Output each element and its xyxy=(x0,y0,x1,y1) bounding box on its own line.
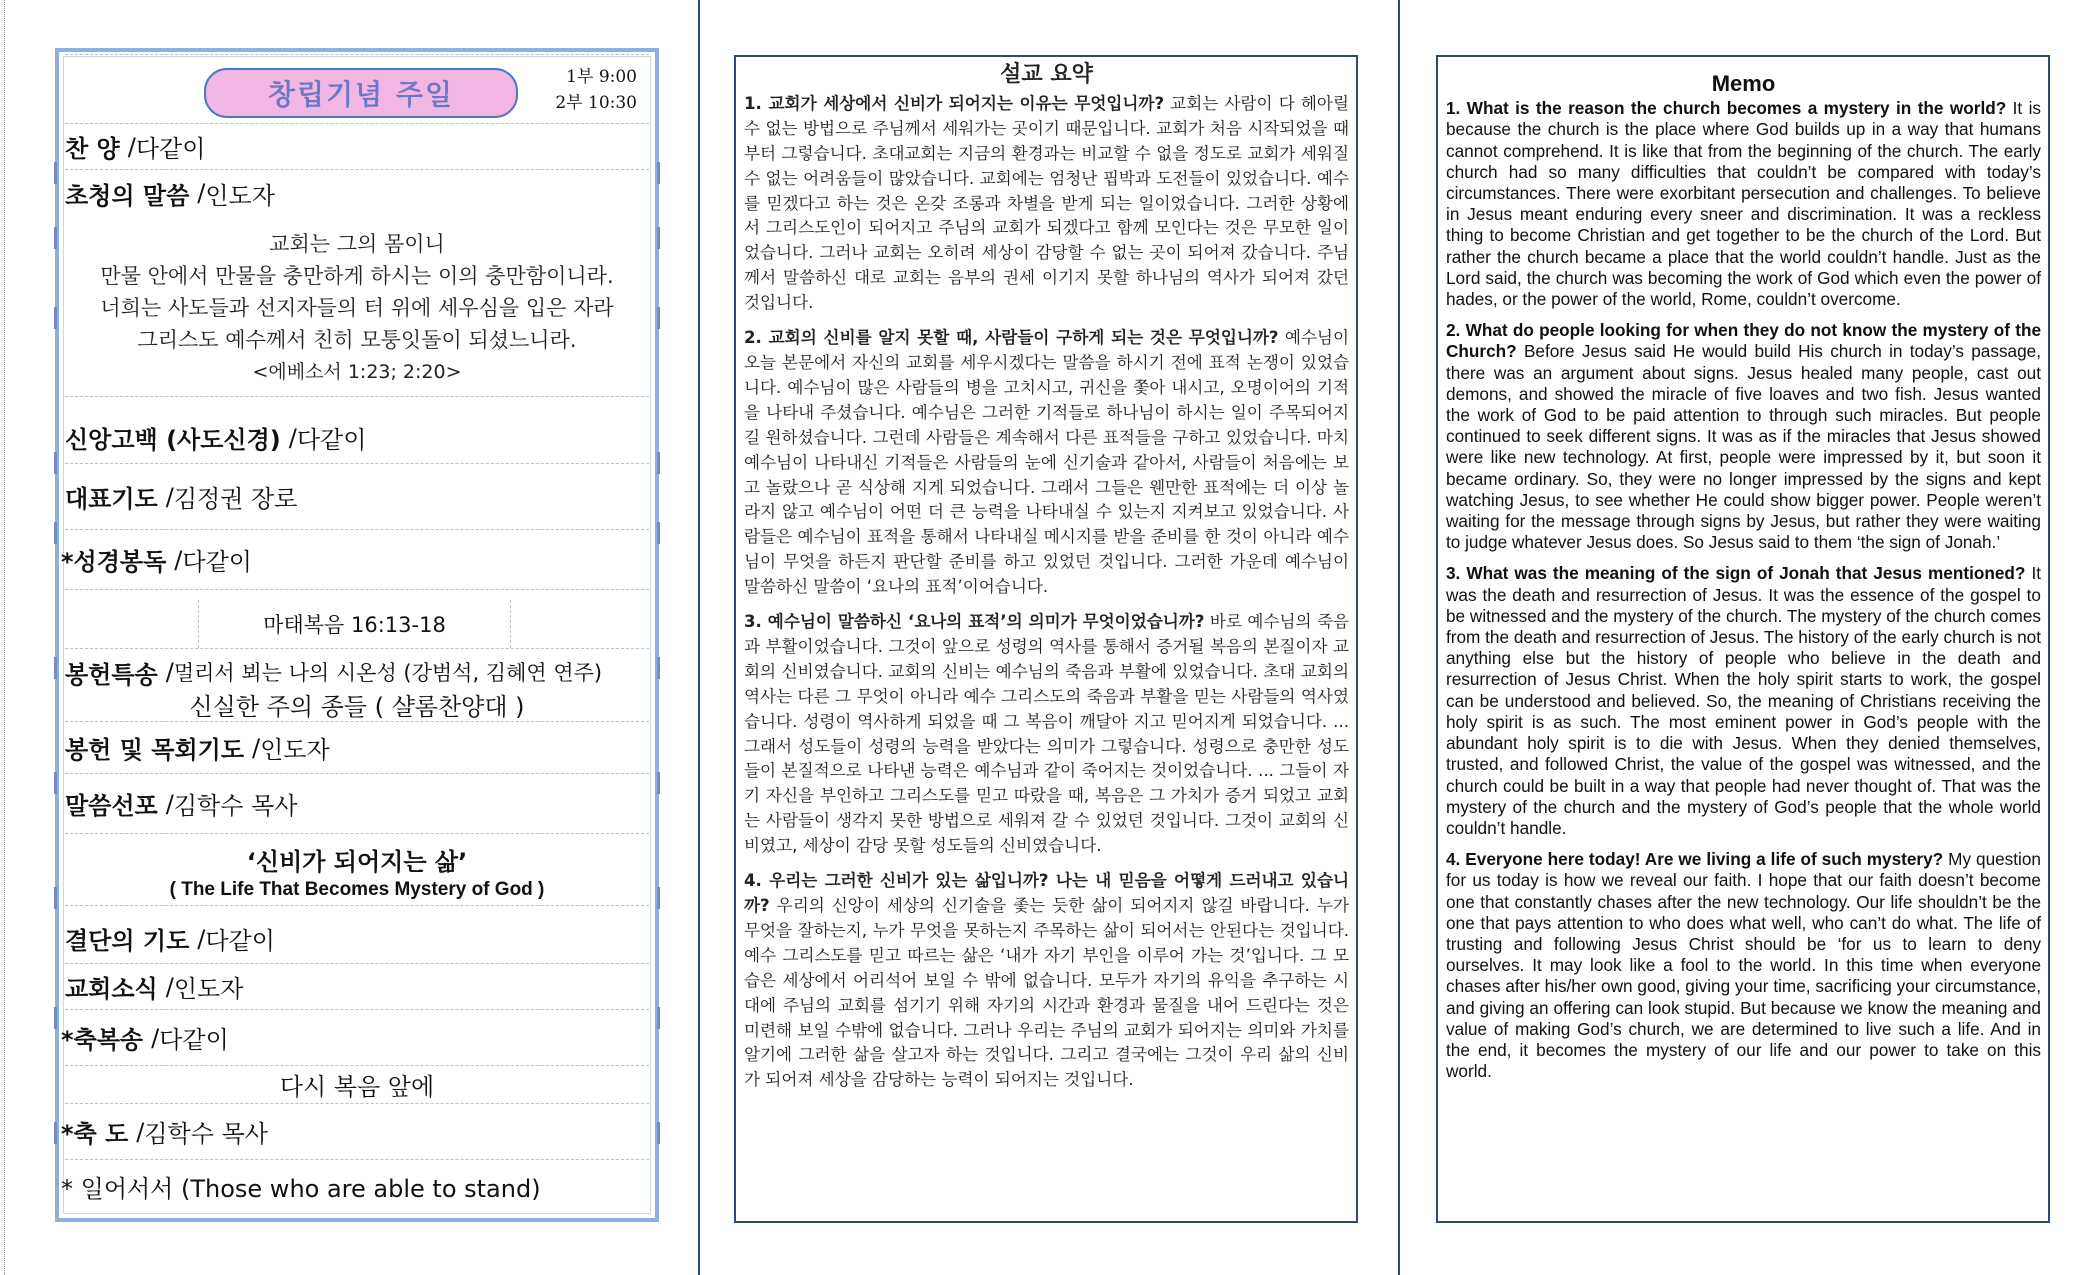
order-item-label: 대표기도 xyxy=(65,485,158,513)
order-item-sep: / xyxy=(252,733,261,762)
sermon-summary xyxy=(734,55,1358,1223)
side-tick xyxy=(54,1007,57,1029)
order-item-sep: / xyxy=(165,972,174,1001)
memo-question: 1. What is the reason the church becomes a mystery in the world? xyxy=(1446,98,2007,119)
summary-answer: 교회는 사람이 다 헤아릴 수 없는 방법으로 주님께서 세워가는 곳이기 때문입니다. 교회가 처음 시작되었을 때부터 그렇습니다. 초대교회는 지금의 환경과는 비교할 수 없을 정도로 교회가 세워질 수 없는 어려움들이 많았습니다. 교회에는 엄청난 핍박과 도전들이 있었습니다. 예수를 믿겠다고 하는 것은 온갖 조롱과 차별을 받게 되는 일이었습니다. 그러한 상황에서 그리스도인이 되어지고 주님의 교회가 되겠다고 함께 모인다는 것은 무모한 일이었습니다. 그러나 교회는 오히려 세상이 감당할 수 없는 곳이 되어져 갔습니다. 주님께서 말씀하신 대로 교회는 음부의 권세 이기지 못할 하나님의 역사가 되어져 갔던 것입니다. xyxy=(744,93,1349,313)
side-tick xyxy=(54,162,57,184)
summary-section xyxy=(744,326,1349,600)
scripture-line: 너희는 사도들과 선지자들의 터 위에 세우심을 입은 자라 xyxy=(100,296,614,320)
order-item-detail: 다같이 xyxy=(135,135,206,163)
order-item xyxy=(65,722,649,774)
order-item-detail: 김정권 장로 xyxy=(173,485,298,513)
side-tick xyxy=(54,1122,57,1144)
sermon-title: ‘신비가 되어지는 삶’ xyxy=(246,847,468,876)
order-item-label: 찬 양 xyxy=(65,135,120,163)
order-item-label: 결단의 기도 xyxy=(65,927,190,955)
side-tick xyxy=(657,772,660,794)
order-item-label: *축복송 xyxy=(61,1026,144,1054)
memo-section xyxy=(1446,563,2041,839)
side-tick xyxy=(657,522,660,544)
memo-answer: It was the death and resurrection of Jesus. It was the essence of the gospel to be witnessed and the mystery of the church. The mystery of the church comes from the death and resurrection of Jesus. The history of the early church is not anything else but the history of people who believe in the death and resurrection of Jesus Christ. When the holy spirit starts to work, the gospel can be understood and believed. So, the meaning of Christians receiving the holy spirit is as such. The most eminent power in God’s people with the abundant holy spirit is to die with Jesus. When they denied themselves, trusted, and followed Christ, the value of the gospel was witnessed, and the church could be built in a way that people had never thought of. That was the mystery of the church and the mystery of God’s people that the whole world couldn’t handle. xyxy=(1446,563,2042,838)
memo-section xyxy=(1446,849,2041,1082)
order-item-sep: / xyxy=(165,789,174,818)
memo-heading: Memo xyxy=(1711,71,1776,96)
service-time-first: 1부 9:00 xyxy=(566,67,637,87)
memo-section xyxy=(1446,98,2041,310)
order-item-detail: 다같이 xyxy=(296,426,367,454)
side-tick xyxy=(657,657,660,679)
order-item-sep: / xyxy=(174,545,183,574)
scripture-quote xyxy=(79,228,635,388)
panel-divider-left xyxy=(698,0,700,1275)
memo-answer: Before Jesus said He would build His church in today’s passage, there was an argument about signs. Jesus healed many people, cast out demons, and showed the miracle of five loaves and two fish. Jesus wanted the work of God to be paid attention to through such miracles. But people continued to seek different signs. It was as if the miracles that Jesus showed were like new technology. At first, people were impressed by it, but soon it became ordinary. So, they were no longer impressed by the signs and kept watching Jesus, to see whether He could show bigger power. People weren’t waiting for the message through signs by Jesus, but rather they were waiting to judge whatever Jesus does. So Jesus said to them ‘the sign of Jonah.’ xyxy=(1446,341,2041,553)
summary-section xyxy=(744,92,1349,316)
footnote-text: * 일어서서 (Those who are able to stand) xyxy=(61,1174,541,1203)
order-item-detail: 멀리서 뵈는 나의 시온성 (강범석, 김혜연 연주) xyxy=(173,661,603,685)
order-item-sep: / xyxy=(165,482,174,511)
summary-section xyxy=(744,869,1349,1093)
sermon-subtitle: ( The Life That Becomes Mystery of God ) xyxy=(65,874,649,906)
memo-panel xyxy=(1436,55,2050,1223)
order-item-label: *성경봉독 xyxy=(61,548,167,576)
order-item-label: 교회소식 xyxy=(65,975,158,1003)
order-item-detail: 김학수 목사 xyxy=(144,1120,268,1148)
memo-question: 4. Everyone here today! Are we living a life of such mystery? xyxy=(1446,849,1944,870)
summary-section xyxy=(744,610,1349,859)
order-item-label: 초청의 말씀 xyxy=(65,181,190,210)
order-item-sep: / xyxy=(197,179,206,207)
scripture-line: 교회는 그의 몸이니 xyxy=(269,232,445,256)
side-tick xyxy=(657,1122,660,1144)
panel-divider-right xyxy=(1398,0,1400,1275)
order-item-sep: / xyxy=(165,658,174,686)
service-title-badge: 창립기념 주일 xyxy=(204,68,518,118)
order-item-detail: 김학수 목사 xyxy=(173,792,298,820)
service-time-second: 2부 10:30 xyxy=(555,93,637,113)
standing-footnote xyxy=(61,1160,649,1212)
order-item-label: 말씀선포 xyxy=(65,792,158,820)
summary-answer: 바로 예수님의 죽음과 부활이었습니다. 그것이 앞으로 성령의 역사를 통해서 증거될 복음의 본질이자 교회의 신비였습니다. 교회의 신비는 예수님의 죽음과 부활에 있었습니다. 초대 교회의 역사는 다른 그 무엇이 아니라 예수 그리스도의 죽음과 부활을 믿는 사람들의 역사였습니다. 성령이 역사하게 되었을 때 그 복음이 깨달아 지고 믿어지게 되었습니다. ... 그래서 성도들이 성령의 능력을 받았다는 의미가 그렇습니다. 성령으로 충만한 성도들이 본질적으로 나타낸 능력은 예수님과 같이 죽어지는 것이었습니다. ... 그들이 자기 자신을 부인하고 그리스도를 믿고 따랐을 때, 복음은 그 가치가 증거 되었고 교회는 사람들이 생각지 못한 방법으로 세워져 갈 수 있었던 것입니다. 그것이 교회의 신비였고, 세상이 감당 못할 성도들의 신비였습니다. xyxy=(744,612,1350,856)
side-tick xyxy=(657,227,660,249)
side-tick xyxy=(657,307,660,329)
order-item-label: 신앙고백 (사도신경) xyxy=(65,426,281,454)
order-item xyxy=(61,530,649,590)
song-line: 다시 복음 앞에 xyxy=(65,1066,649,1104)
memo-answer: It is because the church is the place where God builds up in a way that humans cannot comprehend. It is like that from the beginning of the church. The early church had so many difficulties that couldn’t be compared with today’s circumstances. There were exorbitant persecution and challenges. To believe in Jesus meant enduring every sneer and discrimination. It was a reckless thing to become Christian and get together to be the church of the Lord. But rather the church became a place that the world couldn’t handle. Just as the Lord said, the church was becoming the work of God which even the power of hades, or the power of the world, Rome, couldn’t overcome. xyxy=(1446,98,2042,310)
memo-question: 3. What was the meaning of the sign of Jonah that Jesus mentioned? xyxy=(1446,563,2026,584)
side-tick xyxy=(54,772,57,794)
summary-question: 2. 교회의 신비를 알지 못할 때, 사람들이 구하게 되는 것은 무엇입니까? xyxy=(744,328,1279,348)
order-item-detail: 다같이 xyxy=(205,927,275,955)
summary-heading: 설교 요약 xyxy=(1000,62,1093,87)
scripture-line: 만물 안에서 만물을 충만하게 하시는 이의 충만함이니라. xyxy=(100,264,614,288)
order-item-label: 봉헌 및 목회기도 xyxy=(65,736,244,764)
order-item xyxy=(65,964,649,1010)
side-tick xyxy=(657,887,660,909)
order-item-label: 봉헌특송 xyxy=(65,660,158,689)
order-item-sep: / xyxy=(197,924,206,953)
summary-answer: 예수님이 오늘 본문에서 자신의 교회를 세우시겠다는 말씀을 하시기 전에 표적 논쟁이 있었습니다. 예수님이 많은 사람들의 병을 고치시고, 귀신을 쫓아 내시고, 오명이어의 기적을 나타내 주셨습니다. 예수님은 그러한 기적들로 하나님이 하시는 일이 주목되어지길 원하셨습니다. 그런데 사람들은 계속해서 다른 표적들을 구하고 있었습니다. 마치 예수님이 나타내신 기적들은 사람들의 눈에 신기술과 같아서, 사람들이 처음에는 보고 놀랐으나 곧 식상해 지게 되었습니다. 그래서 그들은 웬만한 표적에는 더 이상 놀라지 않고 예수님이 어떤 더 큰 능력을 나타내실 수 있는지 지켜보고 있었습니다. 사람들은 예수님이 표적을 통해서 나타내실 메시지를 받을 준비를 한 것이 아니라 예수님이 무엇을 하든지 판단할 준비를 하고 있었던 것입니다. 그러한 가운데 예수님이 말씀하신 말씀이 ‘요나의 표적’이어습니다. xyxy=(744,328,1350,597)
title-row xyxy=(65,54,649,124)
side-tick xyxy=(54,307,57,329)
choir-line: 신실한 주의 종들 ( 샬롬찬양대 ) xyxy=(65,688,649,722)
order-item xyxy=(65,124,649,170)
order-item-sep: / xyxy=(288,423,297,452)
order-item-detail: 인도자 xyxy=(260,736,330,764)
scripture-reading: 마태복음 16:13-18 xyxy=(198,600,511,648)
scripture-reference: <에베소서 1:23; 2:20> xyxy=(252,361,462,383)
side-tick xyxy=(657,162,660,184)
summary-question: 4. 우리는 그러한 신비가 있는 삶입니까? 나는 내 믿음을 어떻게 드러내고 있습니까? xyxy=(744,871,1349,915)
divider xyxy=(65,648,649,649)
side-tick xyxy=(54,887,57,909)
memo-answer: My question for us today is how we reveal our faith. I hope that our faith doesn’t become one that constantly chases after the new technology. Our life shouldn’t be the one that pays attention to who does what well, who can’t do what. The life of trusting and following Jesus Christ should be ‘for us to learn to deny ourselves. It may look like a fool to the world. In this time when everyone chases after his/her own good, giving your time, sacrificing your circumstance, and giving an offering can look stupid. But because we know the meaning and value of making God’s church, we are determined to live such a life. And in the end, it becomes the mystery of our life and our power to take on this world. xyxy=(1446,849,2041,1082)
side-tick xyxy=(54,522,57,544)
order-item-sep: / xyxy=(127,132,136,161)
side-tick xyxy=(657,452,660,474)
side-tick xyxy=(54,452,57,474)
order-item xyxy=(61,1104,649,1160)
side-tick xyxy=(657,1007,660,1029)
scripture-line: 그리스도 예수께서 친히 모퉁잇돌이 되셨느니라. xyxy=(137,328,577,352)
divider xyxy=(65,396,649,397)
order-item xyxy=(65,774,649,834)
order-item xyxy=(65,914,649,964)
page-edge-dotted xyxy=(4,0,5,1275)
side-tick xyxy=(54,227,57,249)
order-item-detail: 다같이 xyxy=(159,1026,229,1054)
order-item xyxy=(65,170,649,216)
order-item xyxy=(61,1010,649,1066)
order-item xyxy=(65,412,649,464)
summary-answer: 우리의 신앙이 세상의 신기술을 좇는 듯한 삶이 되어지지 않길 바랍니다. 누가 무엇을 잘하는지, 누가 무엇을 못하는지 주목하는 삶이 되어서는 안된다는 것입니다. 예수 그리스도를 믿고 따르는 삶은 ‘내가 자기 부인을 이루어 가는 것’입니다. 그 모습은 세상에서 어리석어 보일 수 밖에 없습니다. 모두가 자기의 유익을 추구하는 시대에 주님의 교회를 섬기기 위해 자기의 시간과 환경과 물질을 내어 드린다는 것은 미련해 보일 수밖에 없습니다. 그러나 우리는 주님의 교회가 되어지는 의미와 가치를 알기에 그러한 삶을 살고자 하는 것입니다. 그리고 결국에는 그것이 우리 삶의 신비가 되어져 세상을 감당하는 능력이 되어지는 것입니다. xyxy=(744,896,1349,1090)
summary-question: 1. 교회가 세상에서 신비가 되어지는 이유는 무엇입니까? xyxy=(744,93,1165,113)
order-item xyxy=(65,464,649,530)
summary-question: 3. 예수님이 말씀하신 ‘요나의 표적’의 의미가 무엇이었습니까? xyxy=(744,612,1205,632)
side-tick xyxy=(54,657,57,679)
order-of-worship xyxy=(55,48,659,1222)
order-item-detail: 인도자 xyxy=(205,181,275,210)
memo-section xyxy=(1446,320,2041,553)
order-item-detail: 인도자 xyxy=(173,975,244,1003)
order-item-sep: / xyxy=(151,1023,160,1052)
order-item-detail: 다같이 xyxy=(182,548,252,576)
order-item-label: *축 도 xyxy=(61,1120,129,1148)
memo-question: 2. What do people looking for when they do not know the mystery of the Church? xyxy=(1446,320,2041,362)
order-item-sep: / xyxy=(136,1117,145,1146)
